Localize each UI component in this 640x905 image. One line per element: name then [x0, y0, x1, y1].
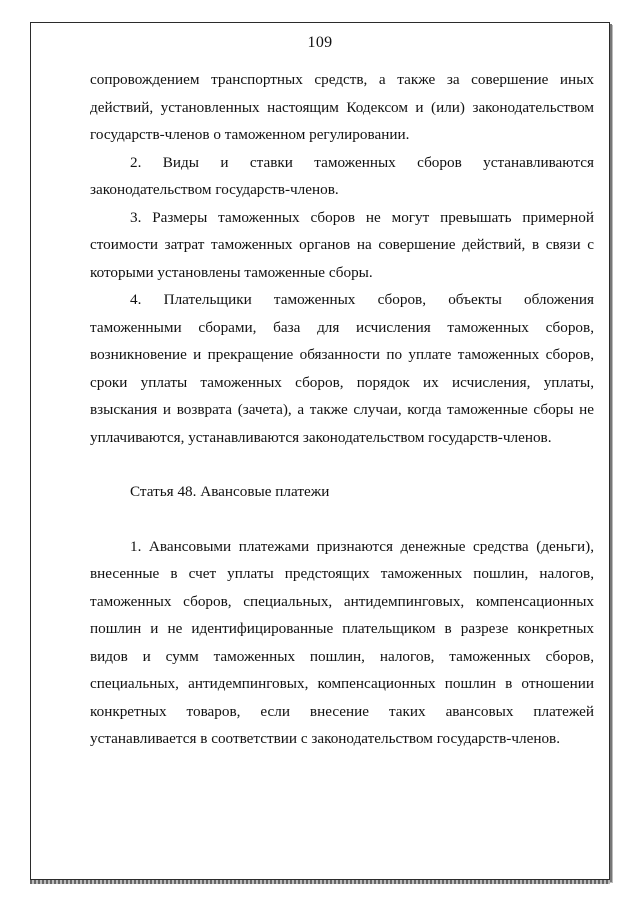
document-body [90, 66, 594, 753]
paragraph-continuation: сопровождением транспортных средств, а также за совершение иных действий, установленных настоящим Кодексом и (или) законодательством государств-членов о таможенном регулировании. [90, 71, 594, 143]
paragraph-item-4: 4. Плательщики таможенных сборов, объекты обложения таможенными сборами, база для исчисления таможенных сборов, возникновение и прекращение обязанности по уплате таможенных сборов, сроки уплаты таможенных сборов, порядок их исчисления, уплаты, взыскания и возврата (зачета), а также случаи, когда таможенные сборы не уплачиваются, устанавливаются законодательством государств-членов. [90, 291, 594, 446]
paragraph-item-2: 2. Виды и ставки таможенных сборов устанавливаются законодательством государств-членов. [90, 153, 594, 198]
article-paragraph-1: 1. Авансовыми платежами признаются денежные средства (деньги), внесенные в счет уплаты предстоящих таможенных пошлин, налогов, таможенных сборов, специальных, антидемпинговых, компенсационных пошлин и не идентифицированные плательщиком в разрезе конкретных видов и сумм таможенных пошлин, налогов, таможенных сборов, специальных, антидемпинговых, компенсационных пошлин в отношении конкретных товаров, если внесение таких авансовых платежей устанавливается в соответствии с законодательством государств-членов. [90, 537, 594, 747]
paragraph-item-3: 3. Размеры таможенных сборов не могут превышать примерной стоимости затрат таможенных органов на совершение действий, в связи с которыми установлены таможенные сборы. [90, 208, 594, 281]
page-number: 109 [307, 34, 333, 51]
article-heading: Статья 48. Авансовые платежи [130, 483, 330, 500]
